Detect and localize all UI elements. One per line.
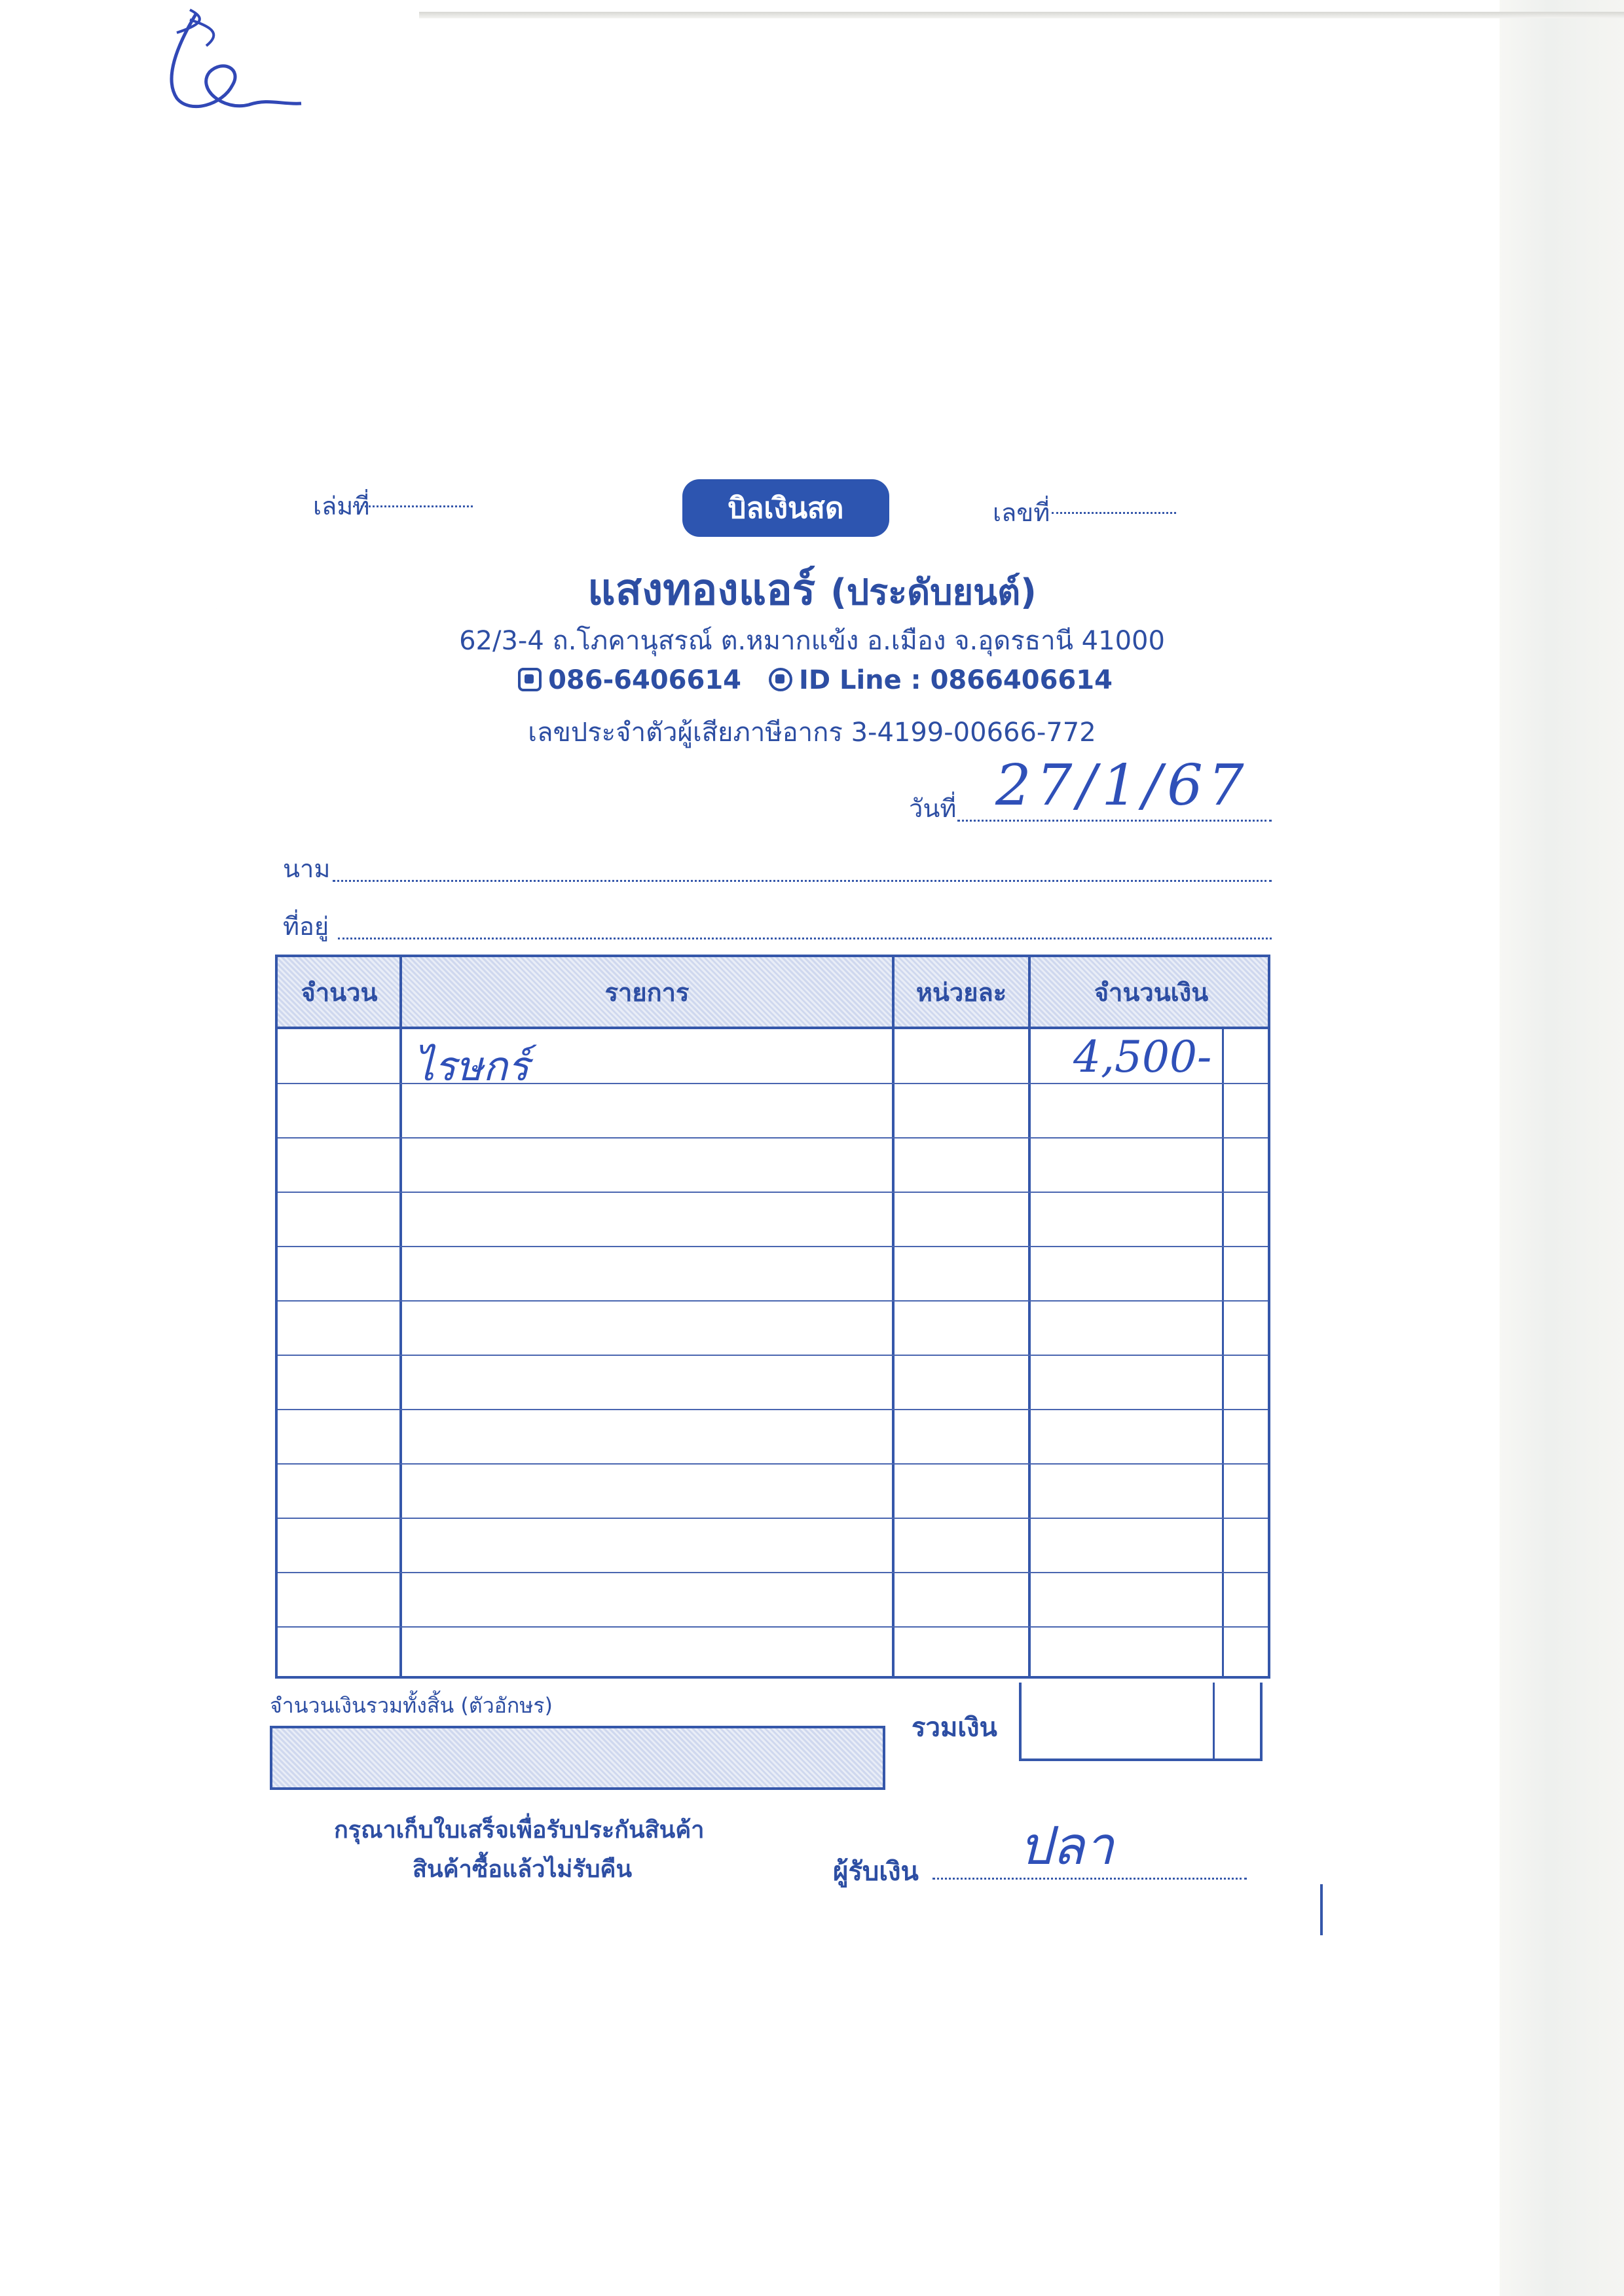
- book-number-dots: [348, 505, 473, 507]
- header-qty: จำนวน: [301, 977, 378, 1007]
- row-line: [278, 1572, 1268, 1573]
- shop-name: [0, 555, 1624, 624]
- document-number-dots: [1052, 512, 1176, 514]
- header-unit-price: หน่วยละ: [915, 977, 1007, 1007]
- items-table: [275, 955, 1270, 1679]
- shop-address: 62/3-4 ถ.โภคานุสรณ์ ต.หมากแข้ง อ.เมือง จ.อุดรธานี 41000: [459, 626, 1165, 656]
- doc-type-badge: [682, 479, 889, 537]
- doc-type-text: บิลเงินสด: [728, 492, 844, 525]
- total-box: [1019, 1683, 1263, 1761]
- line-id: ID Line : 0866406614: [798, 665, 1113, 695]
- table-row-amount: 4,500-: [1073, 1032, 1212, 1082]
- total-box-divider: [1213, 1683, 1215, 1758]
- phone-number: 086-6406614: [548, 665, 741, 695]
- col-divider: [1028, 957, 1031, 1677]
- document-number-label: เลขที่: [993, 498, 1050, 527]
- page-edge: [1500, 0, 1624, 2296]
- edge-mark: [1320, 1884, 1323, 1935]
- no-return-note: สินค้าซื้อแล้วไม่รับคืน: [413, 1856, 633, 1883]
- top-edge: [413, 12, 1624, 18]
- row-line: [278, 1463, 1268, 1465]
- receiver-label: ผู้รับเงิน: [833, 1857, 919, 1887]
- book-number-label: เล่มที่: [313, 492, 370, 520]
- date-dots: [957, 820, 1272, 822]
- name-label: นาม: [283, 854, 331, 883]
- phone-icon: [518, 668, 542, 691]
- row-line: [278, 1409, 1268, 1410]
- shop-name-sub: (ประดับยนต์): [830, 572, 1037, 613]
- table-row-item: ไรษกร์: [414, 1042, 530, 1090]
- total-label: รวมเงิน: [912, 1713, 997, 1743]
- warranty-note: กรุณาเก็บใบเสร็จเพื่อรับประกันสินค้า: [334, 1817, 705, 1844]
- shop-name-main: แสงทองแอร์: [587, 564, 816, 615]
- date-handwritten: 27/1/67: [995, 753, 1249, 818]
- date-label: วันที่: [909, 794, 957, 823]
- row-line: [278, 1626, 1268, 1628]
- row-line: [278, 1300, 1268, 1302]
- corner-signature: [151, 7, 314, 137]
- amount-in-words-label: จำนวนเงินรวมทั้งสิ้น (ตัวอักษร): [270, 1693, 553, 1718]
- address-dots: [338, 938, 1272, 939]
- row-line: [278, 1192, 1268, 1193]
- receiver-signature: ปลา: [1019, 1815, 1114, 1876]
- col-divider: [399, 957, 402, 1677]
- amount-in-words-box: [270, 1726, 885, 1790]
- row-line: [278, 1355, 1268, 1356]
- header-amount: จำนวนเงิน: [1094, 977, 1209, 1007]
- col-divider-baht: [1222, 1029, 1224, 1677]
- row-line: [278, 1518, 1268, 1519]
- tax-id: เลขประจำตัวผู้เสียภาษีอากร 3-4199-00666-772: [528, 718, 1096, 748]
- header-item: รายการ: [604, 977, 690, 1007]
- line-chat-icon: [769, 668, 792, 691]
- row-line: [278, 1246, 1268, 1247]
- address-label: ที่อยู่: [283, 912, 329, 941]
- col-divider: [892, 957, 895, 1677]
- name-dots: [333, 880, 1272, 882]
- contact-line: [0, 665, 1624, 695]
- row-line: [278, 1137, 1268, 1139]
